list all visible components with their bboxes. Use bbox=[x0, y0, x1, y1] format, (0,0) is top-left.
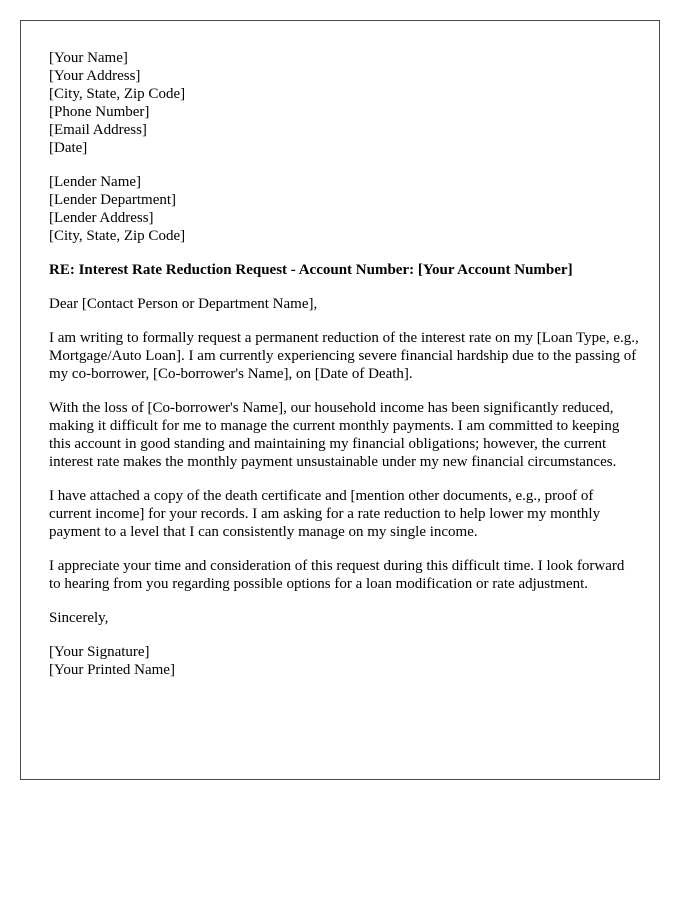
sender-block bbox=[49, 49, 639, 157]
printed-name: [Your Printed Name] bbox=[49, 662, 175, 678]
signature-block bbox=[49, 643, 639, 679]
sender-phone: [Phone Number] bbox=[49, 104, 150, 120]
sender-name: [Your Name] bbox=[49, 50, 128, 66]
body-paragraph-4: I appreciate your time and consideration of this request during this difficult time. I look forward to hearing from you regarding possible options for a loan modification or rate adjustment. bbox=[49, 558, 625, 592]
sender-city-state-zip: [City, State, Zip Code] bbox=[49, 86, 186, 102]
body-paragraph-2: With the loss of [Co-borrower's Name], our household income has been significantly reduced, making it difficult for me to manage the current monthly payments. I am committed to keeping this account in good standing and maintaining my financial obligations; however, the current interest rate makes the monthly payment unsustainable under my new financial circumstances. bbox=[49, 400, 620, 470]
subject-line: RE: Interest Rate Reduction Request - Account Number: [Your Account Number] bbox=[49, 262, 573, 278]
sender-address: [Your Address] bbox=[49, 68, 141, 84]
lender-city-state-zip: [City, State, Zip Code] bbox=[49, 228, 186, 244]
lender-department: [Lender Department] bbox=[49, 192, 177, 208]
lender-name: [Lender Name] bbox=[49, 174, 142, 190]
letter-content bbox=[49, 49, 639, 695]
sender-email: [Email Address] bbox=[49, 122, 147, 138]
body-paragraph-1: I am writing to formally request a permanent reduction of the interest rate on my [Loan Type, e.g., Mortgage/Auto Loan]. I am currently experiencing severe financial hardship due to the passing of my co-borrower, [Co-borrower's Name], on [Date of Death]. bbox=[49, 330, 639, 382]
signature-line: [Your Signature] bbox=[49, 644, 150, 660]
recipient-block bbox=[49, 173, 639, 245]
letter-page bbox=[20, 20, 660, 780]
salutation: Dear [Contact Person or Department Name], bbox=[49, 296, 318, 312]
body-paragraph-3: I have attached a copy of the death certificate and [mention other documents, e.g., proof of current income] for your records. I am asking for a rate reduction to help lower my monthly payment to a level that I can consistently manage on my single income. bbox=[49, 488, 601, 540]
closing: Sincerely, bbox=[49, 610, 109, 626]
lender-address: [Lender Address] bbox=[49, 210, 154, 226]
letter-date: [Date] bbox=[49, 140, 88, 156]
